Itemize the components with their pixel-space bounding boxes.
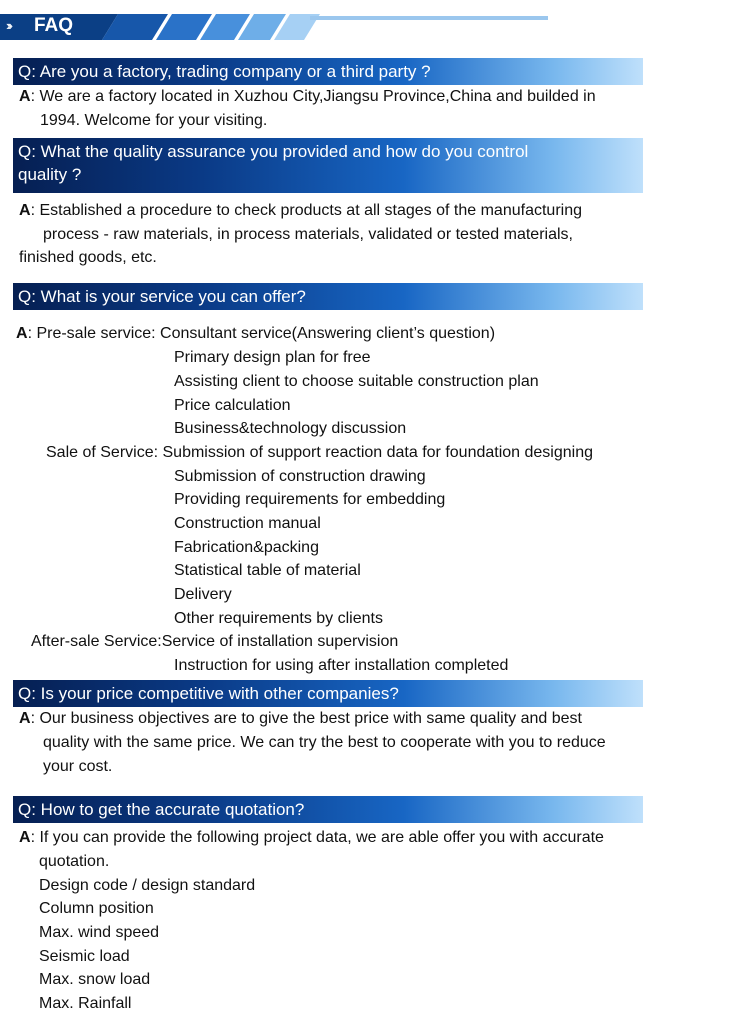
data-item-2: Column position [39,900,154,917]
sale-row [46,441,593,464]
answer-label: A [19,202,31,219]
sale-item-6: Statistical table of material [174,562,361,579]
after-sale-row [31,630,398,653]
answer-label: A [19,829,31,846]
after-sale-item-1: Service of installation supervision [161,633,399,650]
question-bar-5: Q: How to get the accurate quotation? [13,796,643,823]
question-bar-2 [13,138,643,193]
sale-item-7: Delivery [174,586,232,603]
page-title: FAQ [34,15,74,36]
pre-sale-item-1: Consultant service(Answering client’s question) [160,325,496,342]
pre-sale-item-2: Primary design plan for free [174,349,371,366]
pre-sale-row [16,322,495,345]
sale-item-8: Other requirements by clients [174,610,383,627]
sale-item-4: Construction manual [174,515,321,532]
answer-5-line-2: quotation. [39,853,110,870]
header-rule [310,16,548,20]
sale-item-1: Submission of support reaction data for foundation designing [162,444,593,461]
answer-1-line-2: 1994. Welcome for your visiting. [40,112,268,129]
data-item-1: Design code / design standard [39,877,256,894]
pre-sale-item-5: Business&technology discussion [174,420,407,437]
data-item-4: Seismic load [39,948,130,965]
sale-label: Sale of Service: [46,444,163,461]
sale-item-3: Providing requirements for embedding [174,491,446,508]
question-bar-3: Q: What is your service you can offer? [13,283,643,310]
after-sale-item-2: Instruction for using after installation completed [174,657,509,674]
sale-item-2: Submission of construction drawing [174,468,426,485]
pre-sale-item-4: Price calculation [174,397,291,414]
data-item-5: Max. snow load [39,971,151,988]
faq-header [0,14,560,40]
answer-5-line-1: A: If you can provide the following project data, we are able offer you with accurate [19,829,604,846]
answer-2-line-3: finished goods, etc. [19,249,157,266]
question-2-line-1: Q: What the quality assurance you provided and how do you control [18,142,529,161]
answer-1-line-1: A: We are a factory located in Xuzhou City,Jiangsu Province,China and builded in [19,88,596,105]
sale-item-5: Fabrication&packing [174,539,319,556]
pre-sale-label: : Pre-sale service: [27,325,161,342]
data-item-6: Max. Rainfall [39,995,132,1012]
question-2-line-2: quality ? [18,165,82,184]
answer-4-line-3: your cost. [43,758,113,775]
question-bar-1: Q: Are you a factory, trading company or a third party ? [13,58,643,85]
answer-4-line-2: quality with the same price. We can try the best to cooperate with you to reduce [43,734,606,751]
question-bar-4: Q: Is your price competitive with other companies? [13,680,643,707]
chevrons-icon: ››› [6,18,10,33]
answer-label: A [19,710,31,727]
answer-4-line-1: A: Our business objectives are to give the best price with same quality and best [19,710,582,727]
answer-2-line-1: A: Established a procedure to check products at all stages of the manufacturing [19,202,582,219]
answer-label: A [19,88,31,105]
pre-sale-item-3: Assisting client to choose suitable construction plan [174,373,539,390]
after-sale-label: After-sale Service: [31,633,162,650]
data-item-3: Max. wind speed [39,924,160,941]
answer-label: A [16,325,28,342]
answer-2-line-2: process - raw materials, in process materials, validated or tested materials, [43,226,573,243]
